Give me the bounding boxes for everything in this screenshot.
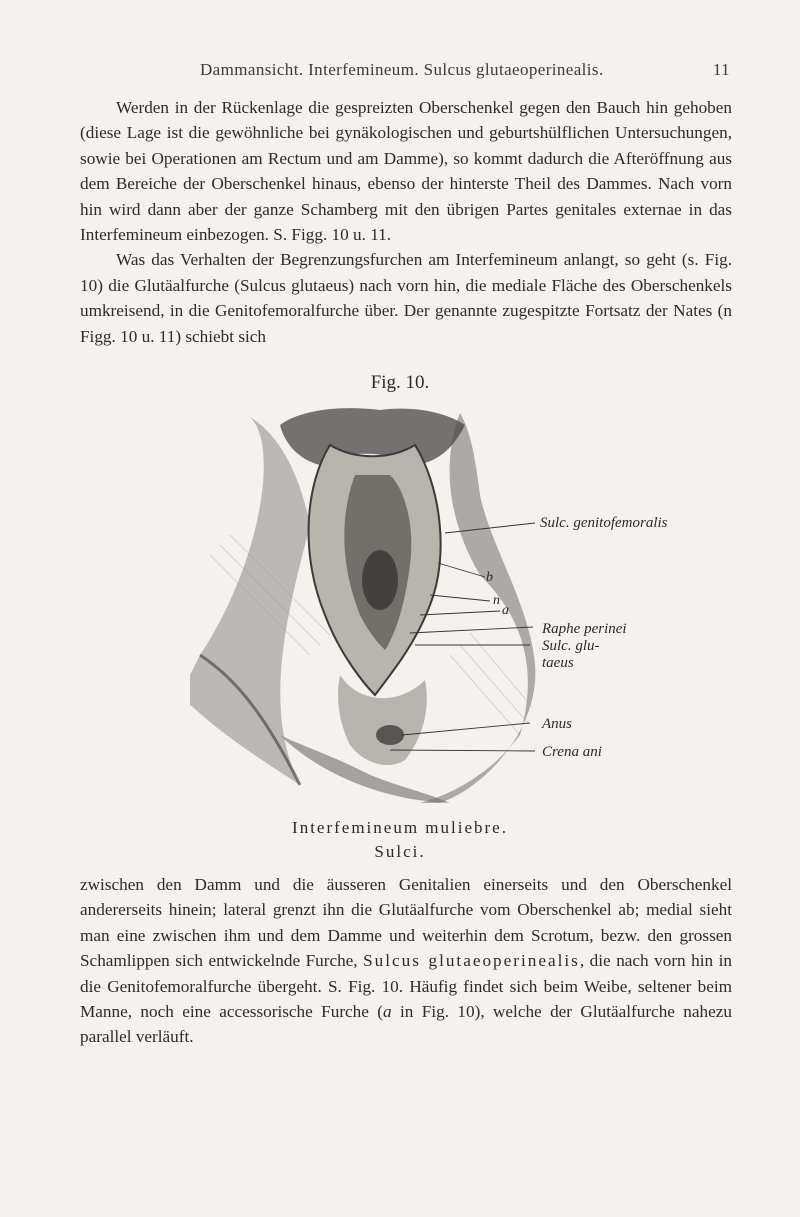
anatomical-figure [190, 405, 750, 805]
figure-caption-title: Interfemineum muliebre. [292, 818, 508, 837]
paragraph: Werden in der Rückenlage die gespreizten Oberschenkel gegen den Bauch hin gehoben (diese Lage ist die gewöhnliche bei gynäkologischen und geburtshülflichen Untersuchungen, sowie bei Operationen am Rectum und am Damme), so kommt dadurch die Afteröffnung aus dem Bereiche der Oberschenkel hinaus, ebenso der hinterste Theil des Dammes. Nach vorn hin wird dann aber der ganze Schamberg mit den übrigen Partes genitales externae in das Interfemineum einbezogen. S. Figg. 10 u. 11. [80, 98, 732, 245]
term-a: a [383, 1002, 392, 1022]
figure-caption-subtitle: Sulci. [374, 842, 426, 861]
text-run: in Fig. 10), welche der Glutäalfurche nahezu parallel verläuft. [80, 1002, 732, 1047]
vaginal-opening [362, 550, 398, 610]
page-number: 11 [712, 60, 730, 79]
label-crena-ani: Crena ani [542, 744, 602, 760]
anus-mark [376, 725, 404, 745]
label-taeus: taeus [542, 655, 574, 671]
paragraph [80, 872, 732, 1050]
right-thigh-shading [420, 413, 535, 803]
running-head-title: Dammansicht. Interfemineum. Sulcus glutaeoperinealis. [200, 60, 604, 79]
label-raphe-perinei: Raphe perinei [542, 621, 627, 637]
paragraph: Was das Verhalten der Begrenzungsfurchen am Interfemineum anlangt, so geht (s. Fig. 10) die Glutäalfurche (Sulcus glutaeus) nach vorn hin, die mediale Fläche des Oberschenkels umkreisend, in die Genitofemoralfurche über. Der genannte zugespitzte Fortsatz der Nates (n Figg. 10 u. 11) schiebt sich [80, 250, 732, 346]
text-run: , die nach vorn hin in die Genitofemoralfurche übergeht. S. Fig. 10. Häufig findet sich beim Weibe, seltener beim Manne, noch eine accessorische Furche ( [80, 951, 732, 1022]
label-anus: Anus [542, 716, 572, 732]
figure-label: Fig. 10. [370, 372, 430, 393]
label-sulc-glu: Sulc. glu- [542, 638, 600, 654]
label-a: a [502, 603, 509, 618]
text-run: zwischen den Damm und die äusseren Genitalien einerseits und den Oberschenkel andererseits hinein; lateral grenzt ihn die Glutäalfurche vom Oberschenkel ab; medial sieht man eine zwischen ihm und dem Damme und weiterhin dem Scrotum, bezw. den grossen Schamlippen sich entwickelnde Furche, [80, 875, 732, 971]
label-sulc-genitofemoralis: Sulc. genitofemoralis [540, 515, 668, 531]
label-b: b [486, 570, 493, 585]
term-sulcus-glutaeoperinealis: Sulcus glutaeoperinealis [363, 951, 580, 971]
body-text-top [80, 95, 732, 349]
label-n: n [493, 593, 500, 608]
perineum-region [338, 675, 427, 765]
left-thigh-shading [190, 417, 310, 785]
body-text-bottom [80, 872, 732, 1050]
